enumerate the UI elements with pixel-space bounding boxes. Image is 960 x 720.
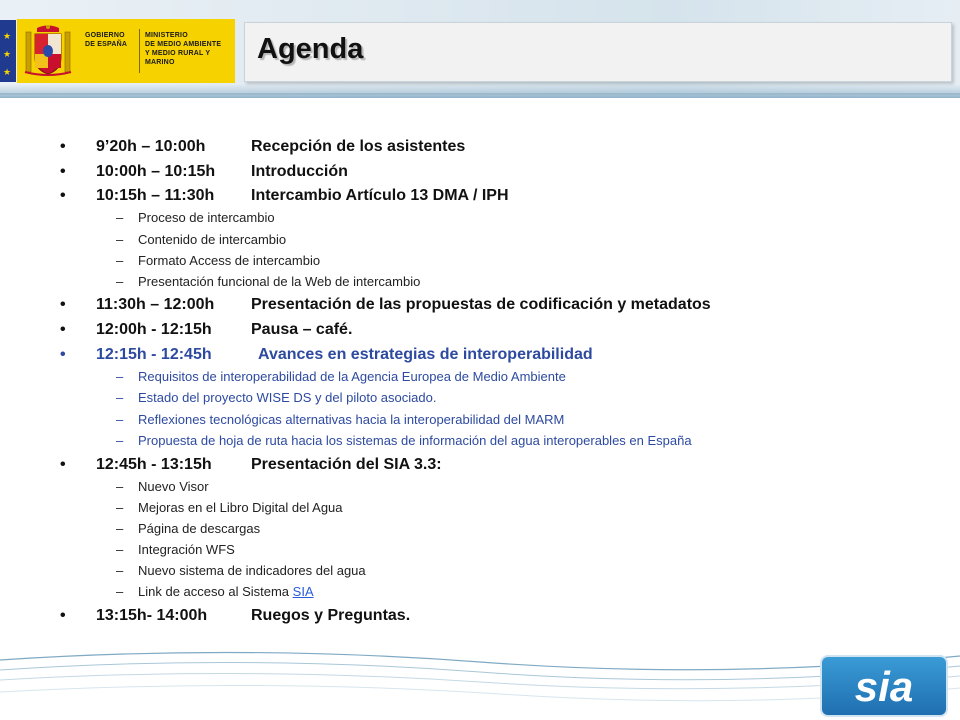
subitem-text: Reflexiones tecnológicas alternativas hacia la interoperabilidad del MARM — [138, 412, 565, 427]
subitem-text: Estado del proyecto WISE DS y del piloto asociado. — [138, 390, 437, 405]
bullet: • — [60, 138, 66, 155]
agenda-time: 12:15h - 12:45h — [96, 346, 212, 363]
dash: – — [116, 584, 124, 599]
ministry-line-3: Y MEDIO RURAL Y MARINO — [145, 50, 211, 66]
agenda-time: 12:45h - 13:15h — [96, 456, 212, 473]
dash: – — [116, 274, 124, 289]
footer-waves — [0, 640, 960, 720]
dash: – — [116, 232, 124, 247]
agenda-label: Ruegos y Preguntas. — [251, 607, 411, 624]
gov-line-2: DE ESPAÑA — [85, 41, 128, 48]
agenda-time: 13:15h- 14:00h — [96, 607, 208, 624]
dash: – — [116, 479, 124, 494]
agenda-time: 12:00h - 12:15h — [96, 321, 212, 338]
bullet: • — [60, 456, 66, 473]
agenda-time: 11:30h – 12:00h — [96, 296, 215, 313]
page-title: Agenda — [257, 33, 364, 65]
agenda-time: 10:00h – 10:15h — [96, 163, 216, 180]
subitem-text: Proceso de intercambio — [138, 210, 275, 225]
subitem-text: Integración WFS — [138, 542, 235, 557]
agenda-label: Introducción — [251, 163, 348, 180]
subitem-text: Página de descargas — [138, 521, 261, 536]
subitem-text: Requisitos de interoperabilidad de la Agencia Europea de Medio Ambiente — [138, 369, 566, 384]
bullet: • — [60, 607, 66, 624]
dash: – — [116, 563, 124, 578]
dash: – — [116, 542, 124, 557]
dash: – — [116, 390, 124, 405]
bullet: • — [60, 163, 66, 180]
dash: – — [116, 369, 124, 384]
agenda-label: Presentación del SIA 3.3: — [251, 456, 442, 473]
ministry-line-1: MINISTERIO — [145, 32, 188, 39]
dash: – — [116, 210, 124, 225]
subitem-text: Mejoras en el Libro Digital del Agua — [138, 500, 343, 515]
bullet: • — [60, 346, 66, 363]
subitem-link-prefix: Link de acceso al Sistema — [138, 584, 290, 599]
dash: – — [116, 253, 124, 268]
agenda-label: Presentación de las propuestas de codificación y metadatos — [251, 296, 711, 313]
subitem-text: Presentación funcional de la Web de intercambio — [138, 274, 421, 289]
ministry-line-2: DE MEDIO AMBIENTE — [145, 41, 222, 48]
subitem-text: Nuevo Visor — [138, 479, 209, 494]
agenda-time: 9’20h – 10:00h — [96, 138, 206, 155]
agenda-label: Pausa – café. — [251, 321, 353, 338]
agenda-label: Intercambio Artículo 13 DMA / IPH — [251, 187, 509, 204]
subitem-text: Contenido de intercambio — [138, 232, 287, 247]
eu-flag-icon: ★ ★ ★ — [0, 20, 16, 82]
sia-link[interactable]: SIA — [292, 584, 314, 599]
agenda-label: Recepción de los asistentes — [251, 138, 466, 155]
gov-line-1: GOBIERNO — [85, 32, 125, 39]
dash: – — [116, 433, 124, 448]
subitem-text: Nuevo sistema de indicadores del agua — [138, 563, 366, 578]
dash: – — [116, 521, 124, 536]
sia-logo-mark — [822, 657, 946, 715]
subitem-text: Formato Access de intercambio — [138, 253, 321, 268]
dash: – — [116, 500, 124, 515]
bullet: • — [60, 187, 66, 204]
dash: – — [116, 412, 124, 427]
bullet: • — [60, 296, 66, 313]
agenda-time: 10:15h – 11:30h — [96, 187, 215, 204]
agenda-label: Avances en estrategias de interoperabilidad — [258, 346, 593, 363]
sia-logo-icon — [820, 655, 948, 717]
subitem-text — [138, 584, 314, 599]
subitem-text: Propuesta de hoja de ruta hacia los sistemas de información del agua interoperables en España — [138, 433, 692, 448]
sia-logo-text: sia — [854, 663, 914, 710]
bullet: • — [60, 321, 66, 338]
